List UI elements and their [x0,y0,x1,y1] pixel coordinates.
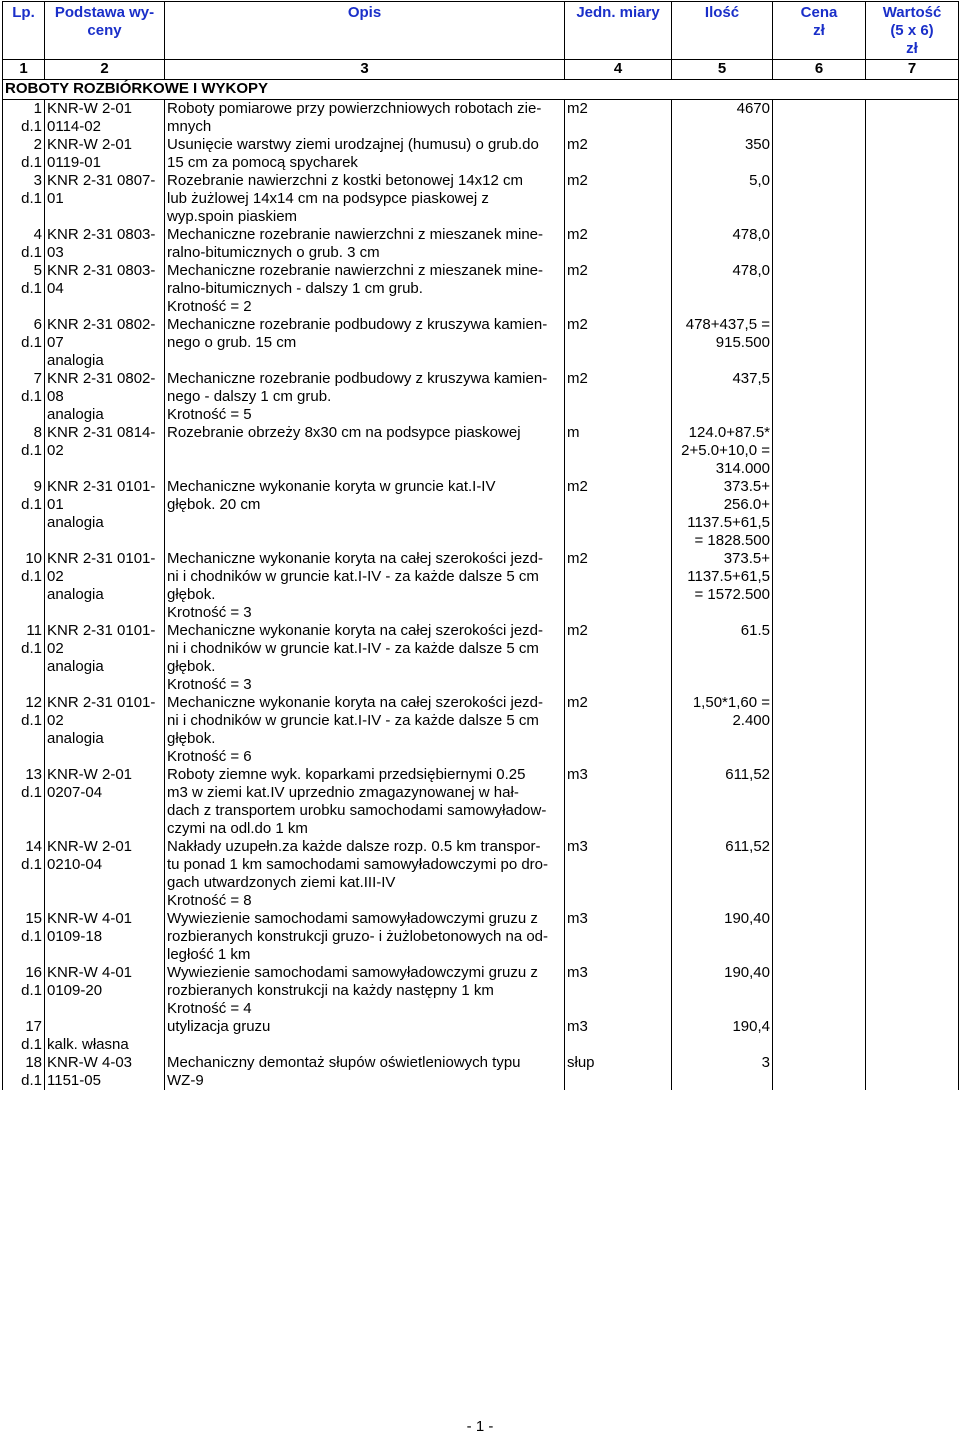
item-quantity: 478,0 [672,262,773,316]
item-price [773,550,866,622]
item-price [773,100,866,137]
item-description: Rozebranie obrzeży 8x30 cm na podsypce piaskowej [165,424,565,478]
table-row [3,838,959,910]
column-number-row [3,60,959,80]
table-row [3,964,959,1018]
item-value [866,100,959,137]
item-basis: KNR-W 4-01 0109-18 [45,910,165,964]
item-price [773,478,866,550]
item-basis: KNR 2-31 0803- 04 [45,262,165,316]
item-unit: m2 [565,370,672,424]
item-price [773,262,866,316]
item-price [773,136,866,172]
item-quantity: 478,0 [672,226,773,262]
table-row [3,424,959,478]
page-number: - 1 - [466,1418,494,1435]
item-basis: KNR 2-31 0101- 02 analogia [45,694,165,766]
item-quantity: 190,4 [672,1018,773,1054]
item-lp: 6 d.1 [3,316,45,370]
item-description: Mechaniczne rozebranie nawierzchni z mieszanek mine- ralno-bitumicznych - dalszy 1 cm grub. Krotność = 2 [165,262,565,316]
table-row [3,370,959,424]
item-price [773,964,866,1018]
item-description: Mechaniczne rozebranie podbudowy z kruszywa kamien- nego - dalszy 1 cm grub. Krotność = 5 [165,370,565,424]
item-unit: m2 [565,316,672,370]
table-row [3,316,959,370]
item-price [773,910,866,964]
table-row [3,136,959,172]
item-lp: 5 d.1 [3,262,45,316]
item-value [866,1018,959,1054]
item-description: Roboty ziemne wyk. koparkami przedsiębiernymi 0.25 m3 w ziemi kat.IV uprzednio zmagazynowanej w hał- dach z transportem urobku samochodami samowyładow- czymi na odl.do 1 km [165,766,565,838]
item-quantity: 190,40 [672,910,773,964]
table-row [3,262,959,316]
table-row [3,622,959,694]
table-row [3,226,959,262]
item-quantity: 437,5 [672,370,773,424]
item-unit: m2 [565,100,672,137]
item-price [773,424,866,478]
item-description: Mechaniczne rozebranie nawierzchni z mieszanek mine- ralno-bitumicznych o grub. 3 cm [165,226,565,262]
item-unit: m3 [565,964,672,1018]
item-lp: 11 d.1 [3,622,45,694]
item-basis: kalk. własna [45,1018,165,1054]
item-description: Mechaniczne wykonanie koryta w gruncie kat.I-IV głębok. 20 cm [165,478,565,550]
item-basis: KNR 2-31 0101- 01 analogia [45,478,165,550]
item-price [773,622,866,694]
table-row [3,100,959,137]
item-quantity: 61.5 [672,622,773,694]
item-unit: m [565,424,672,478]
cost-estimate-table [2,1,959,1090]
item-price [773,1054,866,1090]
item-basis: KNR 2-31 0814- 02 [45,424,165,478]
item-lp: 2 d.1 [3,136,45,172]
header-lp: Lp. [3,2,45,60]
item-value [866,964,959,1018]
item-value [866,766,959,838]
item-description: Roboty pomiarowe przy powierzchniowych robotach zie- mnych [165,100,565,137]
item-basis: KNR 2-31 0802- 07 analogia [45,316,165,370]
item-description: Wywiezienie samochodami samowyładowczymi gruzu z rozbieranych konstrukcji na każdy następny 1 km Krotność = 4 [165,964,565,1018]
table-row [3,1018,959,1054]
item-quantity: 350 [672,136,773,172]
item-price [773,1018,866,1054]
item-basis: KNR-W 4-01 0109-20 [45,964,165,1018]
item-unit: m3 [565,910,672,964]
header-value: Wartość (5 x 6) zł [866,2,959,60]
item-quantity: 373.5+ 256.0+ 1137.5+61,5 = 1828.500 [672,478,773,550]
item-description: Nakłady uzupełn.za każde dalsze rozp. 0.5 km transpor- tu ponad 1 km samochodami samowyładowczymi po dro- gach utwardzonych ziemi kat.III-IV Krotność = 8 [165,838,565,910]
item-lp: 3 d.1 [3,172,45,226]
item-value [866,622,959,694]
item-value [866,1054,959,1090]
table-row [3,910,959,964]
column-number: 5 [672,60,773,80]
item-value [866,694,959,766]
item-unit: m2 [565,550,672,622]
column-number: 1 [3,60,45,80]
item-description: Mechaniczne wykonanie koryta na całej szerokości jezd- ni i chodników w gruncie kat.I-IV - za każde dalsze 5 cm głębok. Krotność = 3 [165,550,565,622]
item-description: Mechaniczny demontaż słupów oświetleniowych typu WZ-9 [165,1054,565,1090]
column-number: 3 [165,60,565,80]
item-quantity: 373.5+ 1137.5+61,5 = 1572.500 [672,550,773,622]
item-quantity: 611,52 [672,838,773,910]
item-basis: KNR-W 4-03 1151-05 [45,1054,165,1090]
item-price [773,370,866,424]
item-lp: 17 d.1 [3,1018,45,1054]
item-value [866,478,959,550]
item-value [866,262,959,316]
table-row [3,766,959,838]
item-price [773,226,866,262]
item-lp: 9 d.1 [3,478,45,550]
item-unit: m2 [565,262,672,316]
item-unit: m2 [565,622,672,694]
column-number: 7 [866,60,959,80]
item-basis: KNR 2-31 0802- 08 analogia [45,370,165,424]
header-description: Opis [165,2,565,60]
header-row [3,2,959,60]
item-description: Usunięcie warstwy ziemi urodzajnej (humusu) o grub.do 15 cm za pomocą spycharek [165,136,565,172]
item-lp: 14 d.1 [3,838,45,910]
item-unit: m2 [565,478,672,550]
item-quantity: 3 [672,1054,773,1090]
column-number: 2 [45,60,165,80]
item-basis: KNR-W 2-01 0119-01 [45,136,165,172]
column-number: 4 [565,60,672,80]
table-row [3,694,959,766]
header-unit: Jedn. miary [565,2,672,60]
item-value [866,226,959,262]
item-quantity: 190,40 [672,964,773,1018]
item-basis: KNR-W 2-01 0210-04 [45,838,165,910]
items-body [3,100,959,1091]
item-description: Mechaniczne wykonanie koryta na całej szerokości jezd- ni i chodników w gruncie kat.I-IV - za każde dalsze 5 cm głębok. Krotność = 6 [165,694,565,766]
item-lp: 15 d.1 [3,910,45,964]
item-unit: m3 [565,1018,672,1054]
item-quantity: 4670 [672,100,773,137]
item-value [866,838,959,910]
item-price [773,694,866,766]
item-basis: KNR-W 2-01 0114-02 [45,100,165,137]
header-price: Cena zł [773,2,866,60]
item-quantity: 611,52 [672,766,773,838]
section-row [3,80,959,100]
item-price [773,766,866,838]
item-lp: 4 d.1 [3,226,45,262]
header-basis: Podstawa wy- ceny [45,2,165,60]
item-quantity: 1,50*1,60 = 2.400 [672,694,773,766]
item-quantity: 124.0+87.5* 2+5.0+10,0 = 314.000 [672,424,773,478]
header-quantity: Ilość [672,2,773,60]
item-lp: 1 d.1 [3,100,45,137]
item-basis: KNR 2-31 0803- 03 [45,226,165,262]
section-title: ROBOTY ROZBIÓRKOWE I WYKOPY [3,80,959,100]
table-row [3,550,959,622]
item-description: Mechaniczne rozebranie podbudowy z kruszywa kamien- nego o grub. 15 cm [165,316,565,370]
item-unit: m2 [565,694,672,766]
item-value [866,370,959,424]
item-value [866,316,959,370]
column-number: 6 [773,60,866,80]
item-unit: m2 [565,172,672,226]
item-price [773,316,866,370]
table-row [3,478,959,550]
item-value [866,550,959,622]
item-value [866,910,959,964]
item-description: Mechaniczne wykonanie koryta na całej szerokości jezd- ni i chodników w gruncie kat.I-IV - za każde dalsze 5 cm głębok. Krotność = 3 [165,622,565,694]
table-row [3,172,959,226]
item-quantity: 478+437,5 = 915.500 [672,316,773,370]
item-unit: słup [565,1054,672,1090]
item-basis: KNR 2-31 0101- 02 analogia [45,550,165,622]
item-unit: m2 [565,136,672,172]
item-lp: 16 d.1 [3,964,45,1018]
item-basis: KNR 2-31 0807- 01 [45,172,165,226]
item-unit: m3 [565,838,672,910]
item-lp: 13 d.1 [3,766,45,838]
item-lp: 12 d.1 [3,694,45,766]
table-row [3,1054,959,1090]
item-lp: 10 d.1 [3,550,45,622]
item-value [866,424,959,478]
item-value [866,172,959,226]
item-price [773,838,866,910]
item-value [866,136,959,172]
item-unit: m2 [565,226,672,262]
item-description: Rozebranie nawierzchni z kostki betonowej 14x12 cm lub żużlowej 14x14 cm na podsypce piaskowej z wyp.spoin piaskiem [165,172,565,226]
item-description: utylizacja gruzu [165,1018,565,1054]
item-description: Wywiezienie samochodami samowyładowczymi gruzu z rozbieranych konstrukcji gruzo- i żużlobetonowych na od- ległość 1 km [165,910,565,964]
item-lp: 7 d.1 [3,370,45,424]
item-lp: 18 d.1 [3,1054,45,1090]
item-lp: 8 d.1 [3,424,45,478]
item-basis: KNR-W 2-01 0207-04 [45,766,165,838]
item-quantity: 5,0 [672,172,773,226]
item-basis: KNR 2-31 0101- 02 analogia [45,622,165,694]
item-unit: m3 [565,766,672,838]
item-price [773,172,866,226]
